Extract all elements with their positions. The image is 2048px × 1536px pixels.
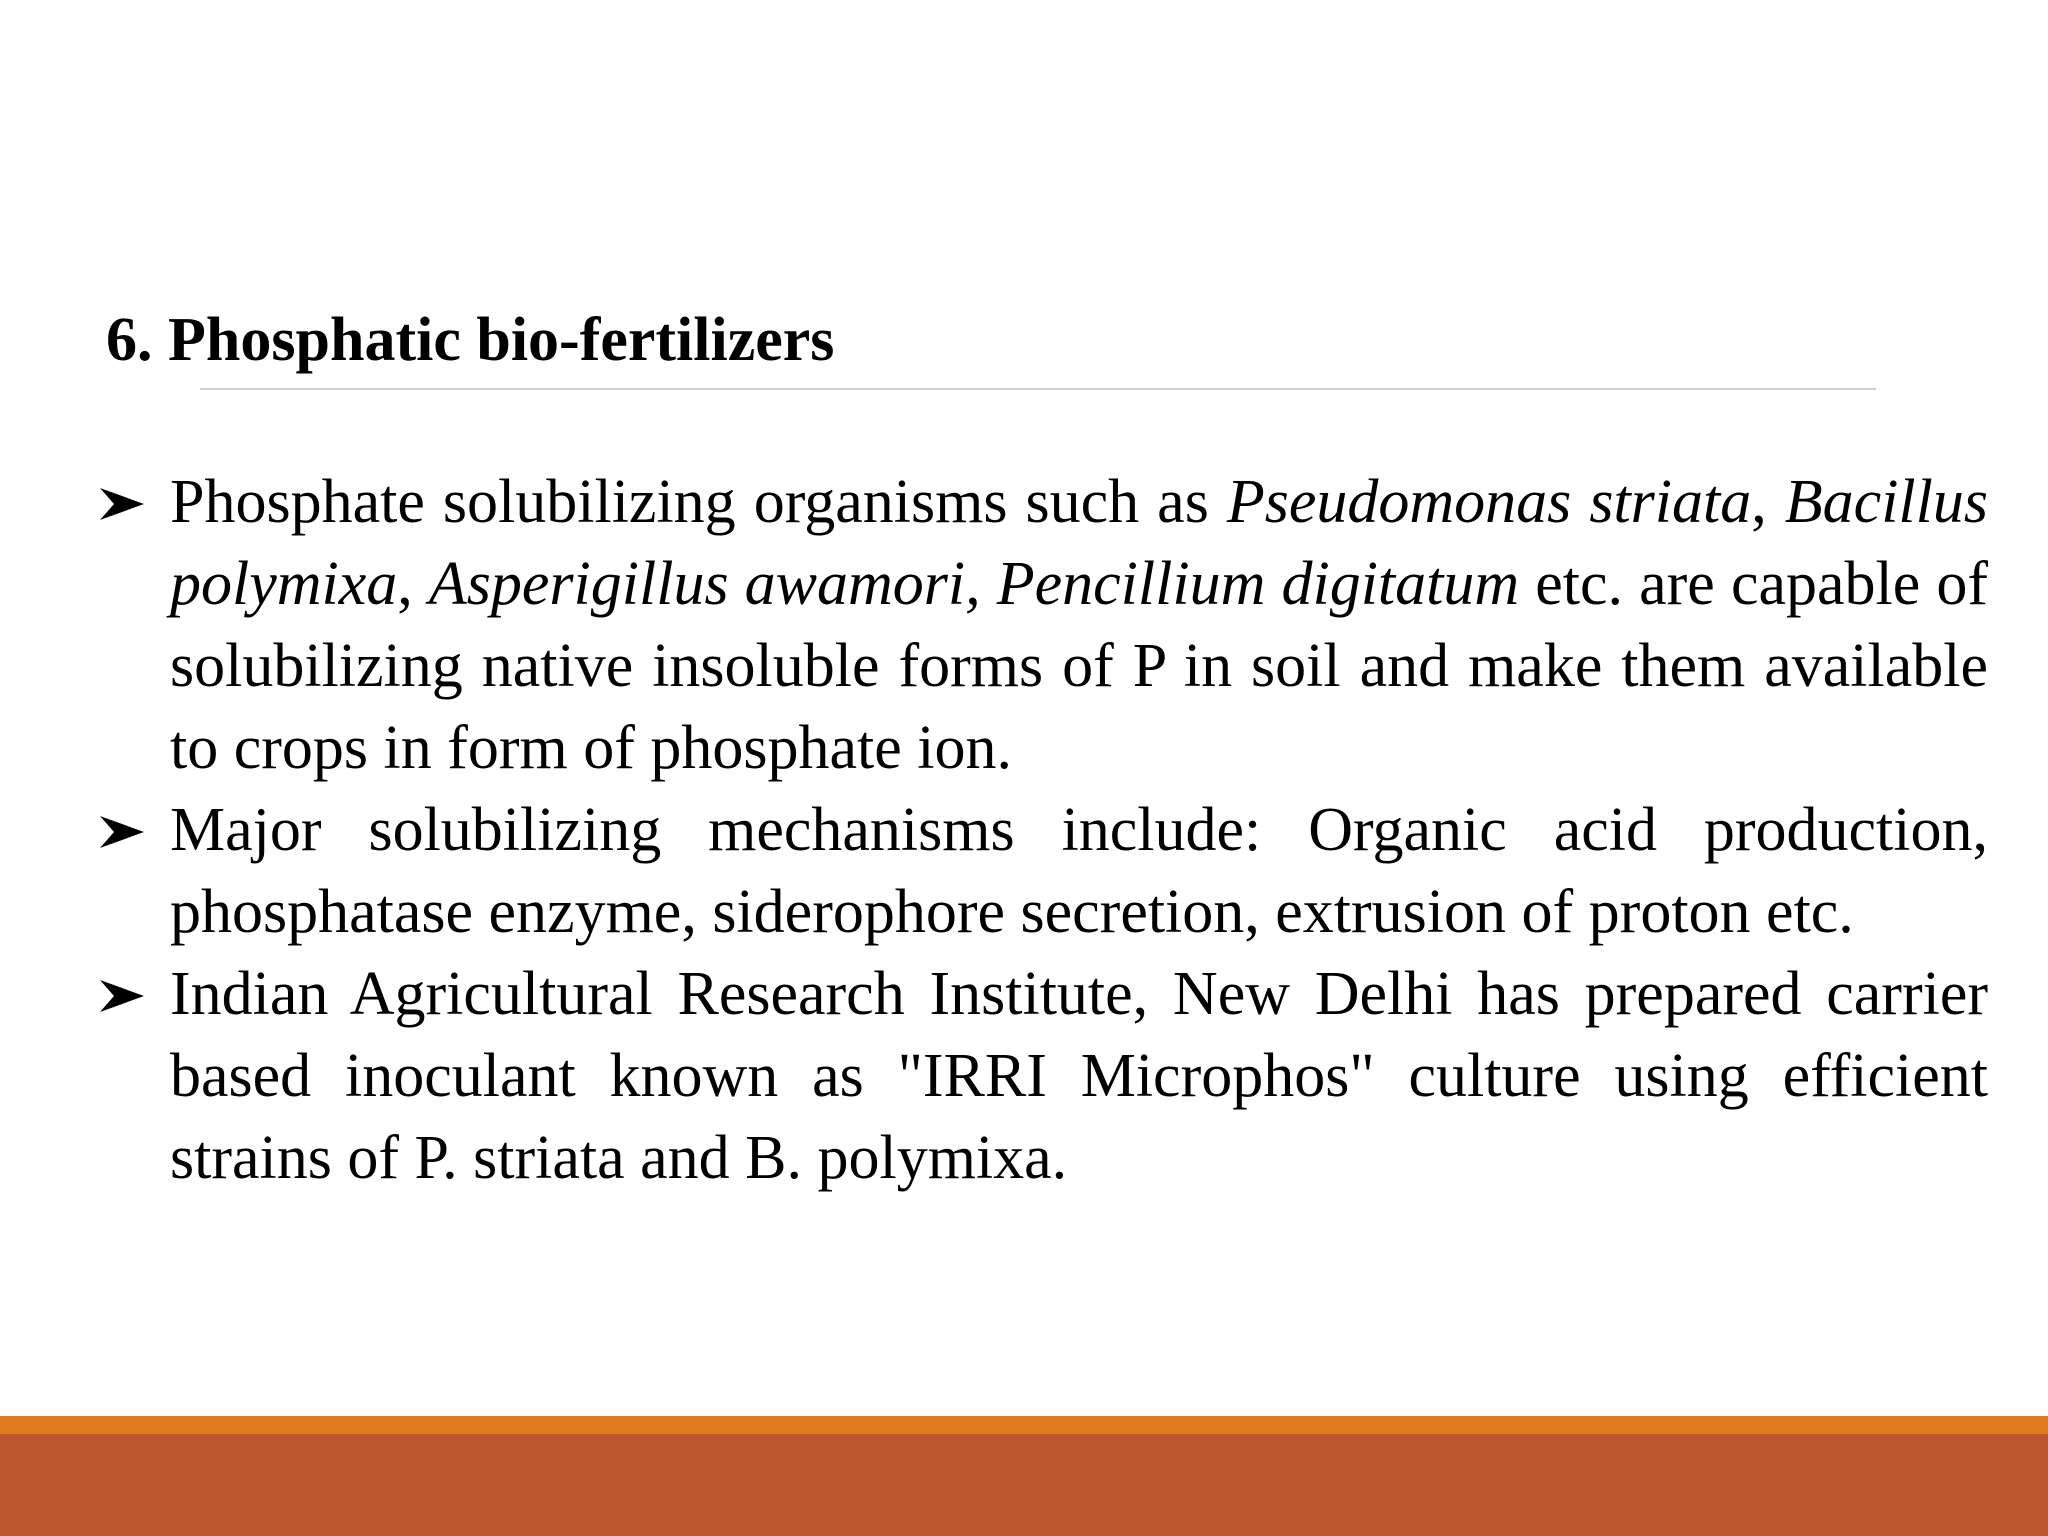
bullet-item [98, 789, 1988, 953]
species-name: Bacillus polymixa [170, 468, 1988, 618]
bullet-list [98, 461, 1988, 1199]
species-name: Pseudomonas striata [1226, 468, 1752, 536]
bullet-text-segment: etc. are capable of solubilizing native insoluble forms of P in soil and make them available to crops in form of phosphate ion. [170, 550, 1989, 782]
title-divider [200, 388, 1876, 390]
bullet-text-segment: Major solubilizing mechanisms include: Organic acid production, phosphatase enzyme, siderophore secretion, extrusion of proton etc. [170, 796, 1988, 946]
bullet-text-segment: , [397, 550, 429, 618]
arrowhead-bullet-icon [98, 978, 146, 1014]
footer-band [0, 1434, 2048, 1536]
bullet-item [98, 953, 1988, 1199]
bullet-text-segment: Phosphate solubilizing organisms such as [170, 468, 1227, 536]
species-name: Asperigillus awamori, Pencillium digitatum [428, 550, 1520, 618]
bullet-text-segment: , [1751, 468, 1785, 536]
bullet-item [98, 461, 1988, 789]
slide-title: 6. Phosphatic bio-fertilizers [106, 306, 835, 374]
arrowhead-bullet-icon [98, 486, 146, 522]
bullet-text [170, 796, 1988, 946]
bullet-text [170, 960, 1988, 1192]
arrowhead-bullet-icon [98, 814, 146, 850]
bullet-text-segment: Indian Agricultural Research Institute, New Delhi has prepared carrier based inoculant known as "IRRI Microphos" culture using efficient strains of P. striata and B. polymixa. [170, 960, 1988, 1192]
bullet-text [170, 468, 1988, 782]
footer-accent-stripe [0, 1416, 2048, 1434]
